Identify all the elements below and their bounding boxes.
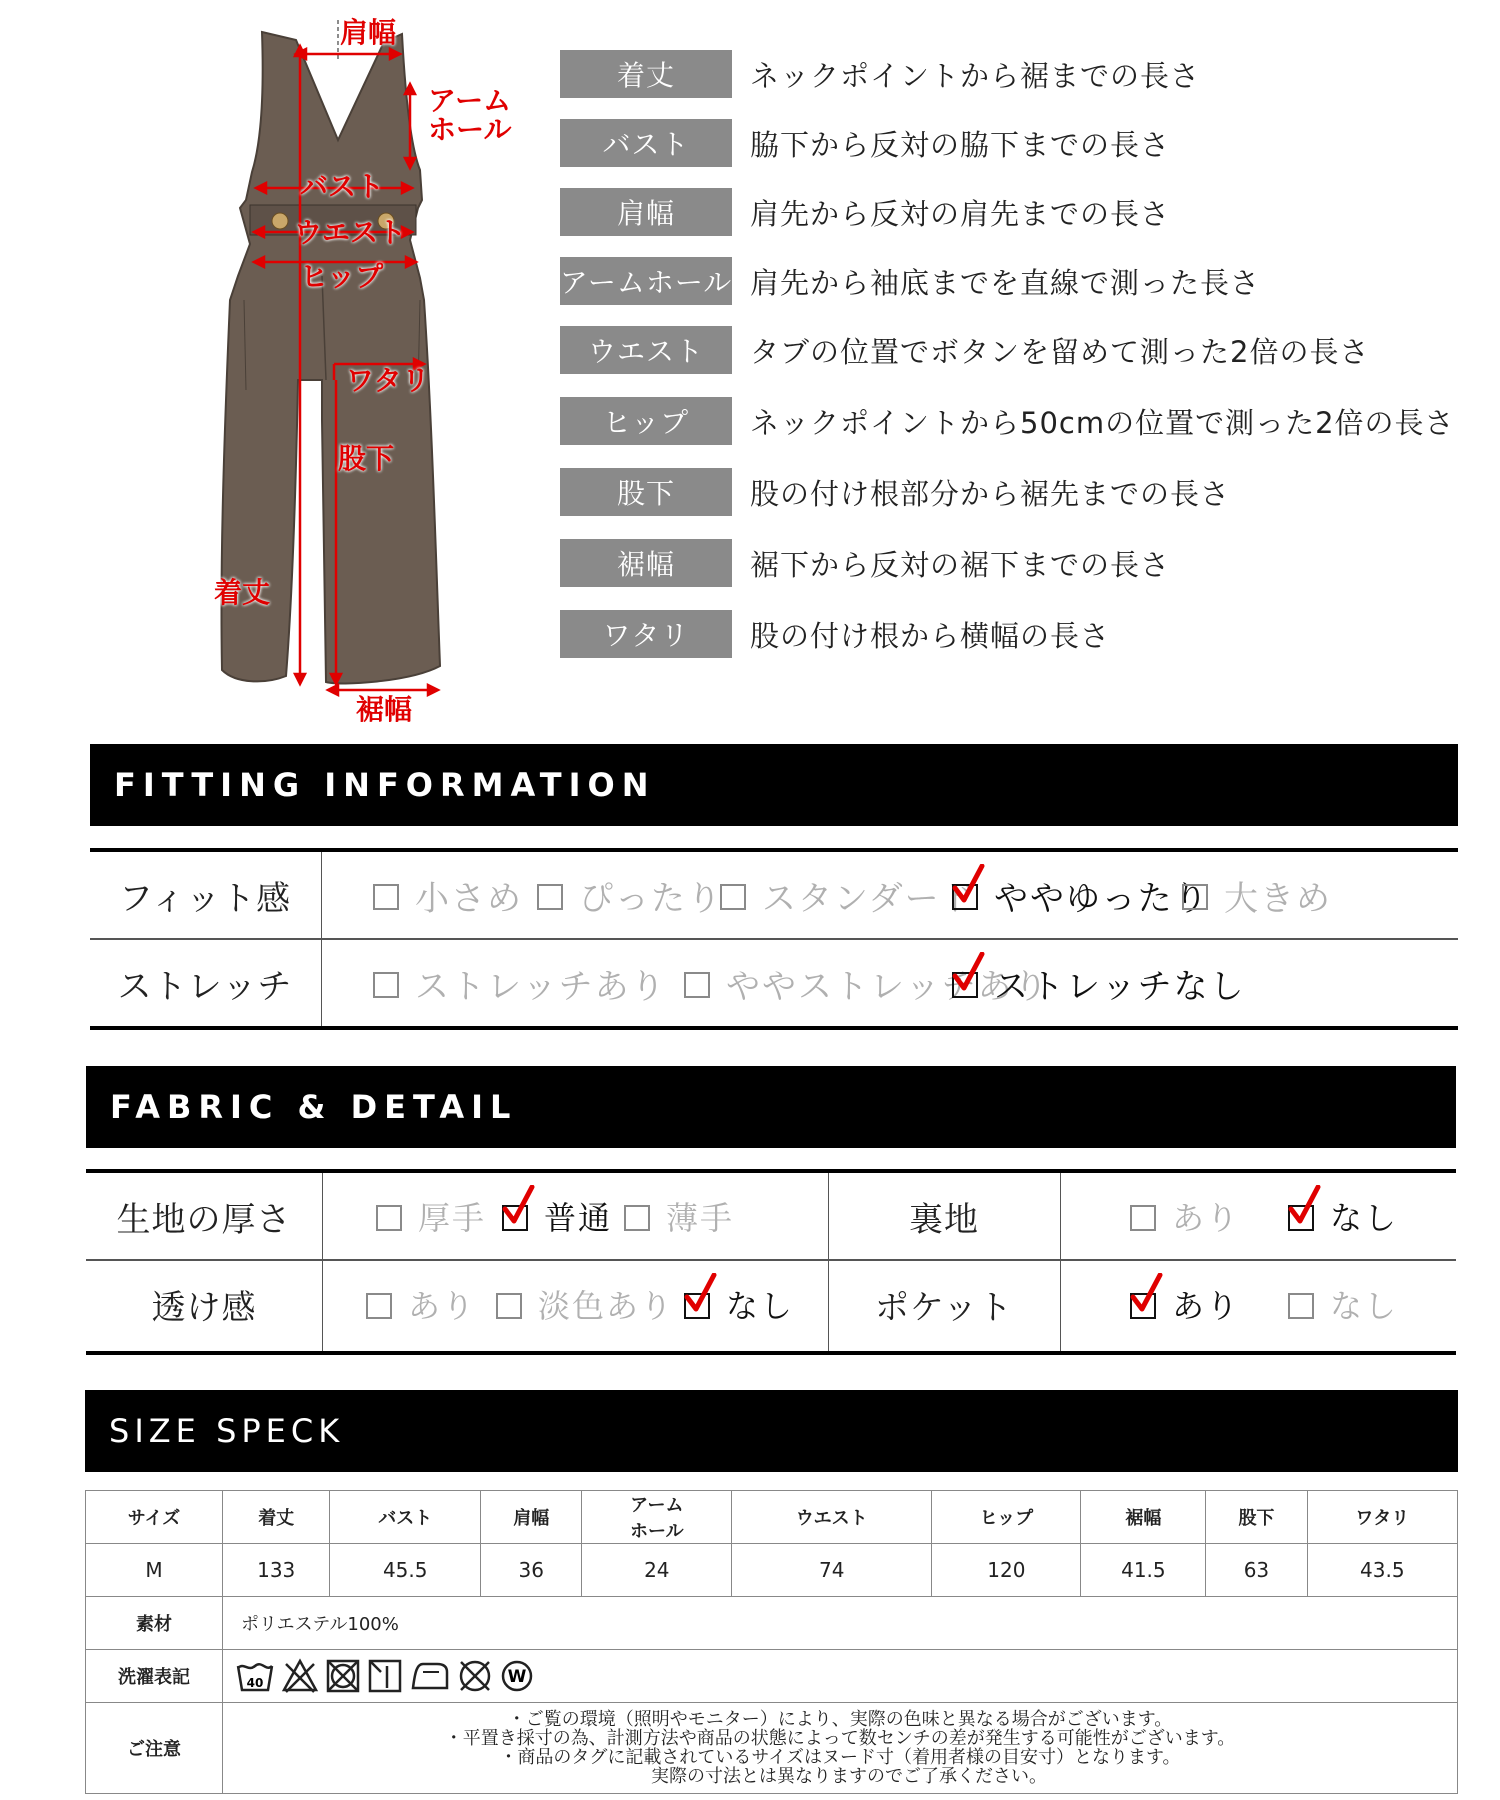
svg-text:40: 40 — [246, 1676, 264, 1690]
sheer-label: 透け感 — [151, 1287, 257, 1328]
note-line: ・ご覧の環境（照明やモニター）により、実際の色味と異なる場合がございます。 — [507, 1709, 1173, 1730]
checkbox-option[interactable] — [684, 1261, 794, 1347]
checkbox-box[interactable] — [1130, 1205, 1156, 1231]
size-value-cell: 120 — [932, 1544, 1081, 1597]
checkbox-label: なし — [1330, 1199, 1399, 1237]
size-value-cell: 43.5 — [1307, 1544, 1457, 1597]
checkbox-box[interactable] — [1182, 884, 1208, 910]
size-value-cell: 133 — [223, 1544, 330, 1597]
fit-label: フィット感 — [118, 878, 292, 919]
size-value-cell: 24 — [582, 1544, 732, 1597]
care-row — [86, 1650, 1458, 1703]
label-shoulder: 肩幅 — [340, 16, 397, 49]
definition-row — [560, 468, 1230, 516]
checkbox-box[interactable] — [366, 1293, 392, 1319]
definition-text: 肩先から反対の肩先までの長さ — [750, 196, 1171, 231]
size-value-cell: 41.5 — [1081, 1544, 1206, 1597]
label-armhole: アーム ホール — [428, 84, 512, 147]
thickness-label: 生地の厚さ — [116, 1199, 292, 1240]
svg-text:W: W — [507, 1667, 527, 1687]
checkbox-option[interactable] — [1288, 1261, 1398, 1347]
size-spec-table — [85, 1490, 1458, 1794]
size-spec-header: SIZE SPECK — [85, 1390, 1458, 1472]
size-value-cell: 74 — [732, 1544, 932, 1597]
definition-text: 肩先から袖底までを直線で測った長さ — [750, 265, 1261, 300]
checkbox-box[interactable] — [502, 1205, 528, 1231]
size-header-cell: 裾幅 — [1081, 1491, 1206, 1544]
checkbox-option[interactable] — [1130, 1173, 1240, 1259]
checkbox-option[interactable] — [720, 852, 977, 938]
checkbox-option[interactable] — [1288, 1173, 1398, 1259]
checkbox-box[interactable] — [720, 884, 746, 910]
checkbox-option[interactable] — [373, 940, 667, 1026]
checkbox-label: ぴったり — [579, 878, 723, 919]
definition-key: 裾幅 — [560, 539, 732, 587]
definition-key: ウエスト — [560, 326, 732, 374]
note-line: ・平置き採寸の為、計測方法や商品の状態によって数センチの差が発生する可能性がございます。 — [444, 1728, 1236, 1749]
size-header-cell: ウエスト — [732, 1491, 932, 1544]
size-value-cell: 36 — [481, 1544, 582, 1597]
pocket-label: ポケット — [874, 1287, 1014, 1328]
label-waist: ウエスト — [294, 216, 407, 249]
fabric-row-2 — [86, 1259, 1456, 1347]
definition-key: アームホール — [560, 257, 732, 305]
fabric-detail-header: FABRIC & DETAIL — [86, 1066, 1456, 1148]
definition-key: 股下 — [560, 468, 732, 516]
size-header-cell: ワタリ — [1307, 1491, 1457, 1544]
checkbox-option[interactable] — [496, 1261, 674, 1347]
waist-button-left — [272, 213, 288, 229]
definition-row — [560, 397, 1455, 445]
size-header-cell: サイズ — [86, 1491, 223, 1544]
size-header-cell: 股下 — [1206, 1491, 1307, 1544]
definition-row — [560, 326, 1369, 374]
definition-row — [560, 50, 1200, 98]
label-hip: ヒップ — [300, 260, 384, 293]
size-header-cell: アーム ホール — [582, 1491, 732, 1544]
size-header-row — [86, 1491, 1458, 1544]
definition-key: 肩幅 — [560, 188, 732, 236]
material-value: ポリエステル100% — [223, 1597, 1458, 1650]
checkbox-option[interactable] — [373, 852, 523, 938]
checkbox-box[interactable] — [376, 1205, 402, 1231]
definition-row — [560, 119, 1170, 167]
definition-text: ネックポイントから裾までの長さ — [750, 58, 1201, 93]
material-label: 素材 — [86, 1597, 223, 1650]
wash-40-icon — [235, 1658, 275, 1694]
checkbox-label: あり — [1172, 1199, 1241, 1237]
fabric-table — [86, 1169, 1456, 1355]
fitting-table — [90, 848, 1458, 1030]
definition-row — [560, 539, 1170, 587]
fit-row — [90, 852, 1458, 938]
definition-row — [560, 257, 1260, 305]
material-row — [86, 1597, 1458, 1650]
size-header-cell: バスト — [330, 1491, 481, 1544]
checkbox-option[interactable] — [1182, 852, 1332, 938]
definition-text: 股の付け根部分から裾先までの長さ — [750, 476, 1231, 511]
fitting-information-header: FITTING INFORMATION — [90, 744, 1458, 826]
definition-text: ネックポイントから50cmの位置で測った2倍の長さ — [750, 405, 1455, 440]
checkbox-label: 淡色あり — [538, 1287, 675, 1325]
care-label: 洗濯表記 — [86, 1650, 223, 1703]
checkbox-label: ストレッチなし — [994, 966, 1246, 1007]
checkbox-box[interactable] — [952, 884, 978, 910]
size-value-row — [86, 1544, 1458, 1597]
definition-text: 脇下から反対の脇下までの長さ — [750, 127, 1171, 162]
checkbox-box[interactable] — [1288, 1293, 1314, 1319]
size-header-cell: ヒップ — [932, 1491, 1081, 1544]
checkbox-label: 普通 — [544, 1199, 613, 1237]
definition-key: ワタリ — [560, 610, 732, 658]
checkbox-option[interactable] — [624, 1173, 734, 1259]
checkbox-option[interactable] — [366, 1261, 476, 1347]
checkbox-option[interactable] — [952, 852, 1210, 938]
notes-row — [86, 1703, 1458, 1794]
notes-label: ご注意 — [86, 1703, 223, 1794]
care-icons — [223, 1658, 1457, 1694]
checkbox-label: ストレッチあり — [415, 966, 667, 1007]
definition-key: ヒップ — [560, 397, 732, 445]
checkbox-option[interactable] — [376, 1173, 486, 1259]
checkbox-label: 厚手 — [418, 1199, 487, 1237]
checkbox-box[interactable] — [684, 972, 710, 998]
iron-low-icon — [409, 1658, 451, 1694]
lining-label: 裏地 — [909, 1199, 979, 1240]
definition-key: 着丈 — [560, 50, 732, 98]
checkbox-label: ややゆったり — [994, 878, 1210, 919]
size-header-cell: 着丈 — [223, 1491, 330, 1544]
label-hem: 裾幅 — [356, 693, 413, 726]
stretch-label: ストレッチ — [117, 966, 293, 1007]
checkbox-box[interactable] — [1288, 1205, 1314, 1231]
no-bleach-icon — [281, 1658, 319, 1694]
definition-row — [560, 610, 1110, 658]
checkbox-label: あり — [1172, 1287, 1241, 1325]
line-dry-shade-icon — [367, 1658, 403, 1694]
stretch-row — [90, 938, 1458, 1026]
checkbox-box[interactable] — [537, 884, 563, 910]
checkbox-box[interactable] — [373, 884, 399, 910]
label-length: 着丈 — [214, 576, 271, 609]
checkbox-box[interactable] — [496, 1293, 522, 1319]
checkbox-label: 薄手 — [666, 1199, 735, 1237]
garment-measurement-figure — [0, 0, 560, 740]
checkbox-box[interactable] — [373, 972, 399, 998]
checkbox-option[interactable] — [537, 852, 723, 938]
label-thigh: ワタリ — [346, 364, 430, 397]
note-line: 実際の寸法とは異なりますのでご了承ください。 — [633, 1766, 1047, 1787]
checkbox-option[interactable] — [952, 940, 1246, 1026]
checkbox-label: ややストレッチあり — [726, 966, 1050, 1007]
checkbox-label: なし — [1330, 1287, 1399, 1325]
note-line: ・商品のタグに記載されているサイズはヌード寸（着用者様の目安寸）となります。 — [499, 1747, 1181, 1768]
checkbox-box[interactable] — [1130, 1293, 1156, 1319]
checkbox-option[interactable] — [1130, 1261, 1240, 1347]
checkbox-label: 小さめ — [415, 878, 523, 919]
definition-key: バスト — [560, 119, 732, 167]
checkbox-label: スタンダード — [762, 878, 977, 919]
label-inseam: 股下 — [338, 442, 395, 475]
fabric-row-1 — [86, 1173, 1456, 1259]
size-value-cell: 63 — [1206, 1544, 1307, 1597]
size-header-cell: 肩幅 — [481, 1491, 582, 1544]
checkbox-box[interactable] — [952, 972, 978, 998]
checkbox-label: あり — [408, 1287, 477, 1325]
size-value-cell: M — [86, 1544, 223, 1597]
label-bust: バスト — [300, 170, 385, 203]
no-dry-clean-icon — [457, 1658, 493, 1694]
definition-text: 裾下から反対の裾下までの長さ — [750, 547, 1171, 582]
wet-clean-icon — [499, 1658, 535, 1694]
checkbox-box[interactable] — [624, 1205, 650, 1231]
definition-row — [560, 188, 1170, 236]
checkbox-label: 大きめ — [1224, 878, 1332, 919]
size-value-cell: 45.5 — [330, 1544, 481, 1597]
checkbox-label: なし — [726, 1287, 795, 1325]
no-tumble-dry-icon — [325, 1658, 361, 1694]
checkbox-box[interactable] — [684, 1293, 710, 1319]
checkbox-option[interactable] — [502, 1173, 612, 1259]
definition-text: 股の付け根から横幅の長さ — [750, 618, 1111, 653]
definition-text: タブの位置でボタンを留めて測った2倍の長さ — [750, 334, 1370, 369]
